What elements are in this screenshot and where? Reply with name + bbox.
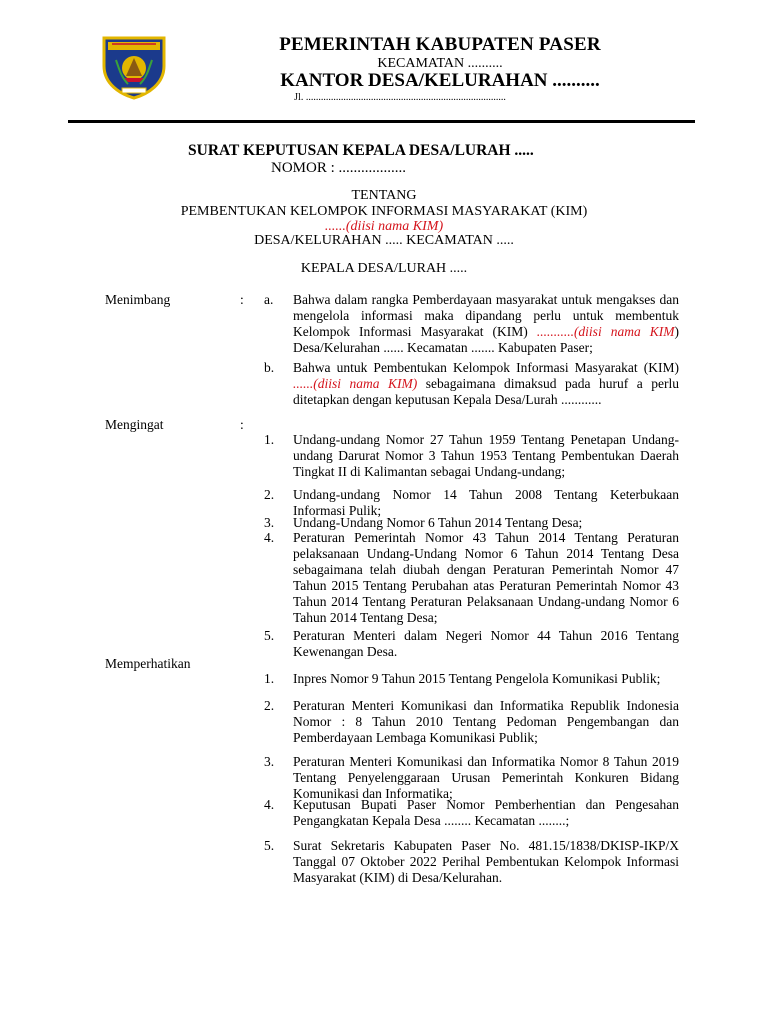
decree-number: NOMOR : .................. [271, 160, 407, 176]
memperhatikan-4-marker: 4. [264, 797, 275, 812]
memperhatikan-item-1: Inpres Nomor 9 Tahun 2015 Tentang Pengelola Komunikasi Publik; [293, 671, 661, 686]
memperhatikan-1-marker: 1. [264, 671, 275, 686]
kepala-desa-line: KEPALA DESA/LURAH ..... [300, 261, 468, 276]
memperhatikan-item-5: Surat Sekretaris Kabupaten Paser No. 481.15/1838/DKISP-IKP/X Tanggal 07 Oktober 2022 Perihal Pembentukan Kelompok Informasi Masyarakat (KIM) di Desa/Kelurahan. [293, 838, 679, 885]
menimbang-item-a [293, 292, 679, 356]
mengingat-4-marker: 4. [264, 530, 275, 545]
mengingat-item-3: Undang-Undang Nomor 6 Tahun 2014 Tentang Desa; [293, 515, 583, 530]
menimbang-item-b [293, 360, 679, 408]
memperhatikan-item-2: Peraturan Menteri Komunikasi dan Informatika Republik Indonesia Nomor : 8 Tahun 2010 Tentang Pedoman Pengembangan dan Pemberdayaan Lembaga Komunikasi Publik; [293, 698, 679, 745]
mengingat-2-marker: 2. [264, 487, 275, 502]
mengingat-item-2: Undang-undang Nomor 14 Tahun 2008 Tentang Keterbukaan Informasi Pulik; [293, 487, 679, 518]
mengingat-item-1: Undang-undang Nomor 27 Tahun 1959 Tentang Penetapan Undang-undang Darurat Nomor 3 Tahun 1953 Tentang Pembentukan Daerah Tingkat II di Kalimantan sebagai Undang-undang; [293, 432, 679, 479]
memperhatikan-3-marker: 3. [264, 754, 275, 769]
kim-name-placeholder: ......(diisi nama KIM) [324, 219, 444, 234]
menimbang-a-text-end: ) Desa/Kelurahan ...... Kecamatan ....... Kabupaten Paser; [293, 324, 679, 355]
letterhead-address: Jl. ................................................................................ [294, 92, 506, 103]
decree-subject: PEMBENTUKAN KELOMPOK INFORMASI MASYARAKAT (KIM) [180, 204, 588, 219]
mengingat-colon: : [240, 417, 244, 432]
memperhatikan-5-marker: 5. [264, 838, 275, 853]
mengingat-item-5: Peraturan Menteri dalam Negeri Nomor 44 Tahun 2016 Tentang Kewenangan Desa. [293, 628, 679, 659]
menimbang-colon: : [240, 292, 244, 307]
memperhatikan-item-4: Keputusan Bupati Paser Nomor Pemberhentian dan Pengesahan Pengangkatan Kepala Desa ........ Kecamatan ........; [293, 797, 679, 828]
decree-title: SURAT KEPUTUSAN KEPALA DESA/LURAH ..... [188, 142, 534, 159]
letterhead-divider [68, 120, 695, 123]
menimbang-a-text: Bahwa dalam rangka Pemberdayaan masyarakat untuk mengakses dan mengelola informasi maka dipandang perlu untuk membentuk Kelompok Informasi Masyarakat (KIM) [293, 292, 679, 339]
mengingat-label: Mengingat [105, 417, 164, 432]
menimbang-b-marker: b. [264, 360, 275, 375]
mengingat-5-marker: 5. [264, 628, 275, 643]
menimbang-label: Menimbang [105, 292, 171, 307]
desa-kecamatan-line: DESA/KELURAHAN ..... KECAMATAN ..... [254, 233, 514, 248]
memperhatikan-2-marker: 2. [264, 698, 275, 713]
mengingat-1-marker: 1. [264, 432, 275, 447]
menimbang-b-text-end: sebagaimana dimaksud pada huruf a perlu ditetapkan dengan keputusan Kepala Desa/Lurah ............ [293, 376, 679, 407]
menimbang-a-placeholder: ...........(diisi nama KIM [536, 324, 675, 339]
mengingat-item-4: Peraturan Pemerintah Nomor 43 Tahun 2014 Tentang Peraturan pelaksanaan Undang-Undang Nomor 6 Tahun 2014 Tentang Desa sebagaimana telah diubah dengan Peraturan Pemerintah Nomor 47 Tahun 2015 Tentang Perubahan atas Peraturan Pemerintah Nomor 43 Tahun 2014 Tentang Peraturan Pelaksanaan Undang-undang Nomor 6 Tahun 2014 Tentang Desa; [293, 530, 679, 625]
tentang-label: TENTANG [351, 188, 417, 203]
letterhead-kecamatan: KECAMATAN .......... [377, 56, 503, 71]
letterhead-government: PEMERINTAH KABUPATEN PASER [279, 34, 601, 55]
mengingat-3-marker: 3. [264, 515, 275, 530]
letterhead-office: KANTOR DESA/KELURAHAN .......... [280, 70, 600, 91]
menimbang-a-marker: a. [264, 292, 274, 307]
kabupaten-paser-crest-icon [98, 32, 170, 100]
memperhatikan-item-3: Peraturan Menteri Komunikasi dan Informatika Nomor 8 Tahun 2019 Tentang Penyelenggaraan Urusan Pemerintah Konkuren Bidang Komunikasi dan Informatika; [293, 754, 679, 801]
memperhatikan-label: Memperhatikan [105, 656, 191, 671]
menimbang-b-placeholder: ......(diisi nama KIM) [293, 376, 418, 391]
menimbang-b-text: Bahwa untuk Pembentukan Kelompok Informasi Masyarakat (KIM) [293, 360, 679, 375]
